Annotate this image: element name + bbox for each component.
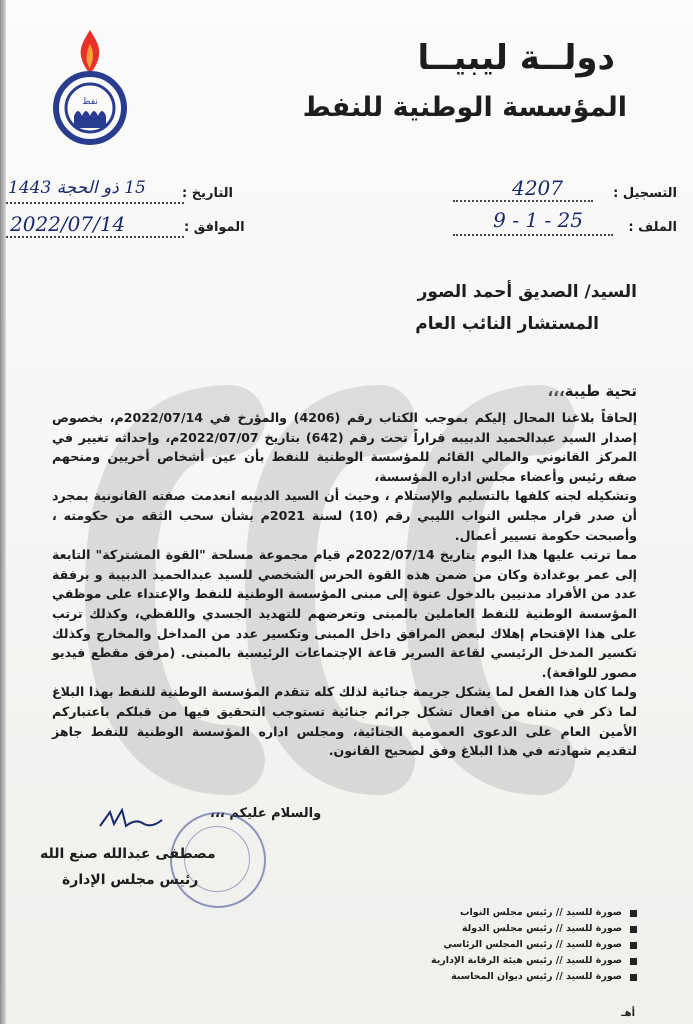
- body-paragraph-4: ولما كان هذا الفعل لما يشكل جريمة جنائية لذلك كله تتقدم المؤسسة الوطنية للنفط بهذا البلاغ لما ذكر في متناه من افعال تشكل جرائم جنائية تستوجب التحقيق فيها من قبلكم باعتباركم الأمين العام على الدعوى العمومية الجنائية، ومجلس اداره المؤسسة الوطنية للنفط جاهز لتقديم شهادته في هذا البلاغ وفق لصحيح القانون.: [52, 684, 637, 759]
- signatory-name: مصطفى عبدالله صنع الله: [40, 846, 216, 862]
- footer-mark: أهـ: [621, 1008, 635, 1019]
- signature-icon: [96, 804, 166, 834]
- body-paragraph-3: مما ترتب عليها هذا اليوم بتاريخ 2022/07/14م قيام مجموعة مسلحة "القوة المشتركة" التابعة إلى عمر بوغدادة وكان من ضمن هذه القوة الحرس الشخصي للسيد عبدالحميد الدبيبة و برفقة عدد من الأفراد مدنيين بالدخول عنوة إلى مبنى المؤسسة الوطنية للنفط والإعتداء على موظفي المؤسسة الوطنية للنفط العاملين بالمبنى وتعرضهم للتهديد الجسدي واللفظي، وكذلك ترتب على هذا الإقتحام إهلاك لبعض المرافق داخل المبنى وتكسير عدد من المداخل والمخارج وكذلك تكسير المدخل الرئيسي لقاعة السرير قاعة الإجتماعات الرئيسية بالمبنى. (مرفق مقطع فيديو مصور للواقعة).: [52, 547, 637, 680]
- addressee-name: السيد/ الصديق أحمد الصور: [417, 282, 637, 302]
- noc-logo: [44, 26, 136, 146]
- registration-value: 4207: [512, 176, 563, 200]
- date-label: التاريخ :: [182, 186, 233, 201]
- equivalent-value: 2022/07/14: [10, 212, 126, 236]
- addressee-title: المستشار النائب العام: [415, 314, 599, 334]
- equivalent-label: الموافق :: [184, 220, 245, 235]
- noc-logo-icon: [44, 26, 136, 146]
- cc-item: صورة للسيد // رئيس هيئة الرقابة الإدارية: [431, 953, 637, 969]
- svg-text:نفط: نفط: [82, 97, 98, 107]
- file-label: الملف :: [628, 220, 677, 235]
- file-line: [453, 234, 613, 236]
- registration-label: التسجيل :: [613, 186, 677, 201]
- equivalent-line: [6, 236, 184, 238]
- closing: والسلام عليكم ،،،: [210, 806, 322, 821]
- body-paragraph-2: وتشكيله لجنه كلفها بالتسليم والإستلام ، وحيث أن السيد الدبيبه انعدمت صفته القانونية بمجرد أن صدر قرار مجلس النواب الليبي رقم (10) لسنة 2021م بشأن سحب الثقه من حكومته ، وأصبحت حكومة تسيير أعمال.: [52, 488, 637, 543]
- registration-line: [453, 200, 593, 202]
- body-paragraph-1: إلحاقاً بلاغنا المحال إليكم بموجب الكتاب رقم (4206) والمؤرخ في 2022/07/14م، بخصوص إصدار السيد عبدالحميد الدبيبه قراراً تحت رقم (642) بتاريخ 2022/07/07م، وإحداثه تغيير في المركز القانوني والمالي القائم للمؤسسة الوطنية للنفط بأن عين أشخاص أخريين ومنحهم صفه رئيس وأعضاء مجلس اداره المؤسسة،: [52, 410, 638, 484]
- greeting: تحية طيبة،،،: [547, 382, 637, 400]
- cc-list: [431, 905, 637, 985]
- letter-body: [52, 408, 637, 761]
- cc-item: صورة للسيد // رئيس ديوان المحاسبة: [431, 969, 637, 985]
- scan-edge: [0, 0, 6, 1024]
- date-value: 15 ذو الحجة 1443: [8, 178, 146, 198]
- state-name: دولــة ليبيــا: [417, 38, 615, 78]
- signature: [96, 804, 166, 834]
- organization-name: المؤسسة الوطنية للنفط: [302, 92, 627, 123]
- cc-item: صورة للسيد // رئيس المجلس الرئاسي: [431, 937, 637, 953]
- file-value: 25 - 1 - 9: [493, 208, 583, 232]
- date-line: [6, 202, 184, 204]
- cc-item: صورة للسيد // رئيس مجلس الدولة: [431, 921, 637, 937]
- cc-item: صورة للسيد // رئيس مجلس النواب: [431, 905, 637, 921]
- signatory-title: رئيس مجلس الإدارة: [62, 872, 199, 888]
